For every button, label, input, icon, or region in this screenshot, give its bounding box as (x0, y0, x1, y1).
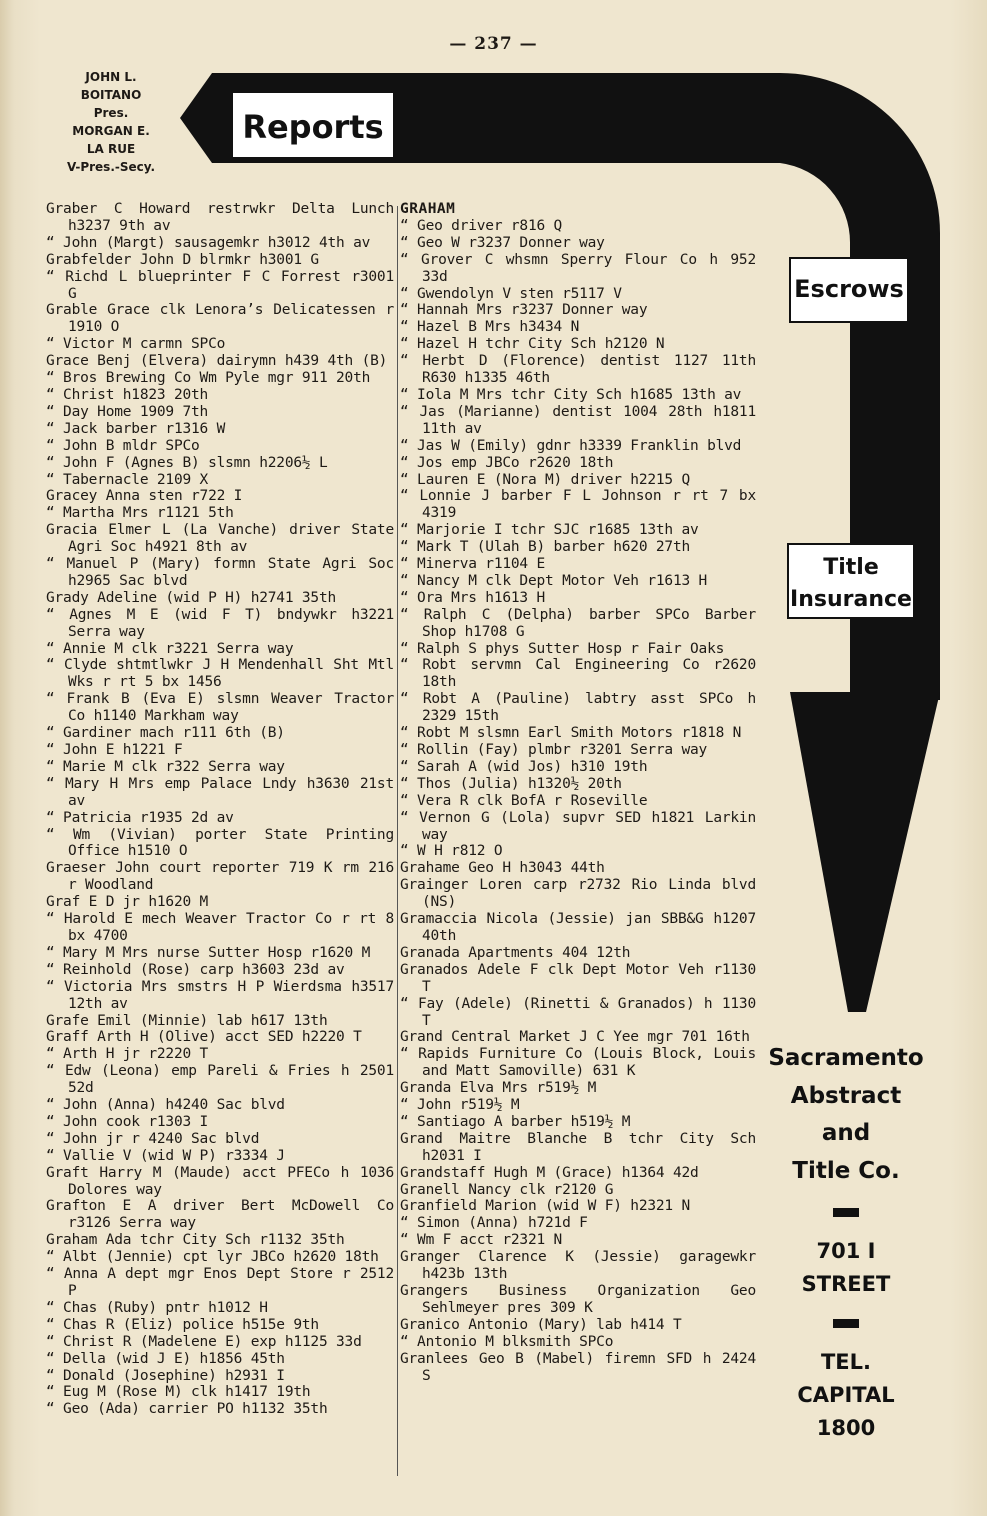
directory-entry: “ Day Home 1909 7th (46, 403, 209, 420)
directory-entry: Granada Apartments 404 12th (400, 944, 631, 961)
directory-entry: “ Richd L blueprinter F C Forrest r3001 G (46, 268, 394, 302)
directory-entry: “ Frank B (Eva E) slsmn Weaver Tractor Co h1140 Markham way (46, 691, 394, 725)
directory-entry: Graf E D jr h1620 M (46, 894, 209, 911)
directory-entry: “ Grover C whsmn Sperry Flour Co h 952 33d (400, 251, 756, 285)
directory-entry: “ John F (Agnes B) slsmn h2206½ L (46, 454, 328, 471)
directory-entry: “ Wm F acct r2321 N (400, 1232, 563, 1249)
directory-entry: Grahame Geo H h3043 44th (400, 860, 605, 877)
directory-entry: “ Rollin (Fay) plmbr r3201 Serra way (400, 742, 708, 758)
officer-line: LA RUE (86, 142, 136, 156)
directory-entry: “ Chas R (Eliz) police h515e 9th (46, 1316, 319, 1333)
insurance-label: Insurance (790, 587, 912, 612)
directory-entry: “ Geo W r3237 Donner way (400, 234, 605, 251)
directory-entry: Grandstaff Hugh M (Grace) h1364 42d (400, 1164, 699, 1181)
directory-entry: “ Jack barber r1316 W (46, 420, 226, 437)
directory-entry: Granell Nancy clk r2120 G (400, 1181, 614, 1198)
directory-entry: “ Iola M Mrs tchr City Sch h1685 13th av (400, 386, 742, 403)
directory-entry: “ John E h1221 F (46, 742, 183, 758)
directory-entry: Granger Clarence K (Jessie) garagewkr h423b 13th (400, 1249, 756, 1283)
arrow-head (790, 692, 940, 1012)
directory-entry: “ Robt servmn Cal Engineering Co r2620 18th (400, 657, 756, 691)
directory-entry: “ Victoria Mrs smstrs H P Wierdsma h3517 12th av (46, 978, 394, 1012)
directory-entry: “ Christ h1823 20th (46, 386, 209, 403)
right-column (400, 201, 756, 1384)
directory-entry: “ Minerva r1104 E (400, 556, 546, 573)
directory-entry: Gracey Anna sten r722 I (46, 488, 243, 505)
advertisement (756, 1040, 936, 1445)
directory-entry: “ Mary M Mrs nurse Sutter Hosp r1620 M (46, 944, 371, 961)
officer-line: BOITANO (80, 88, 142, 102)
directory-entry: “ Marie M clk r322 Serra way (46, 758, 285, 775)
officer-line: V-Pres.-Secy. (66, 160, 156, 174)
directory-entry: “ Victor M carmn SPCo (46, 336, 226, 353)
directory-entry: “ Geo (Ada) carrier PO h1132 35th (46, 1401, 328, 1418)
directory-entry: “ Edw (Leona) emp Pareli & Fries h 2501 52d (46, 1063, 394, 1097)
directory-entry: “ Mary H Mrs emp Palace Lndy h3630 21st av (46, 775, 394, 809)
directory-entry: “ Annie M clk r3221 Serra way (46, 640, 294, 657)
directory-entry: “ Christ R (Madelene E) exp h1125 33d (46, 1333, 362, 1350)
directory-entry: Grabfelder John D blrmkr h3001 G (46, 251, 319, 268)
directory-entry: “ Lonnie J barber F L Johnson r rt 7 bx 4319 (400, 488, 756, 522)
directory-entry: “ Wm (Vivian) porter State Printing Office h1510 O (46, 826, 394, 860)
directory-entry: “ Nancy M clk Dept Motor Veh r1613 H (400, 572, 708, 589)
title-label: Title (823, 555, 879, 580)
directory-entry: “ Hazel B Mrs h3434 N (400, 319, 580, 336)
directory-entry: Grady Adeline (wid P H) h2741 35th (46, 589, 337, 606)
directory-entry: Grafton E A driver Bert McDowell Co r3126 Serra way (46, 1198, 394, 1232)
directory-entry: Graeser John court reporter 719 K rm 216 r Woodland (46, 860, 394, 894)
directory-entry: “ Hazel H tchr City Sch h2120 N (400, 336, 665, 353)
directory-entry: “ Donald (Josephine) h2931 I (46, 1367, 285, 1384)
directory-entry: Graber C Howard restrwkr Delta Lunch h3237 9th av (46, 201, 394, 234)
directory-entry: “ Ralph S phys Sutter Hosp r Fair Oaks (400, 640, 725, 657)
directory-entry: “ W H r812 O (400, 843, 503, 860)
directory-entry: Gramaccia Nicola (Jessie) jan SBB&G h1207 40th (400, 911, 756, 944)
directory-entry: “ Vera R clk BofA r Roseville (400, 792, 648, 809)
directory-entry: “ Mark T (Ulah B) barber h620 27th (400, 539, 691, 556)
directory-entry: Graham Ada tchr City Sch r1132 35th (46, 1232, 345, 1249)
directory-entry: “ Jas (Marianne) dentist 1004 28th h1811 11th av (400, 403, 756, 437)
directory-entry: Grand Central Market J C Yee mgr 701 16th (400, 1029, 750, 1046)
directory-entry: “ Reinhold (Rose) carp h3603 23d av (46, 961, 345, 978)
directory-entry: “ Santiago A barber h519½ M (400, 1113, 631, 1130)
directory-entry: “ John cook r1303 I (46, 1113, 209, 1130)
directory-entry: “ John (Anna) h4240 Sac blvd (46, 1097, 285, 1114)
directory-entry: “ Anna A dept mgr Enos Dept Store r 2512 P (46, 1266, 394, 1299)
directory-entry: “ Della (wid J E) h1856 45th (46, 1350, 285, 1367)
directory-entry: “ Hannah Mrs r3237 Donner way (400, 302, 648, 319)
directory-entry: “ Rapids Furniture Co (Louis Block, Louis and Matt Samoville) 631 K (400, 1046, 756, 1080)
officer-line: Pres. (93, 106, 129, 120)
directory-entry: “ Lauren E (Nora M) driver h2215 Q (400, 471, 691, 488)
ad-phone-line: 1800 (816, 1416, 876, 1440)
directory-entry: “ Clyde shtmtlwkr J H Mendenhall Sht Mtl Wks r rt 5 bx 1456 (46, 657, 394, 691)
directory-entry: Granico Antonio (Mary) lab h414 T (400, 1316, 682, 1333)
directory-entry: “ Jas W (Emily) gdnr h3339 Franklin blvd (400, 437, 742, 454)
ad-divider (833, 1319, 859, 1328)
directory-entry: Granados Adele F clk Dept Motor Veh r1130 T (400, 961, 756, 995)
ad-address-line: 701 I (816, 1239, 876, 1263)
ad-company-line: Abstract (790, 1082, 902, 1109)
ad-phone-line: TEL. (820, 1350, 872, 1374)
ad-phone-line: CAPITAL (797, 1383, 895, 1407)
directory-entry: Graft Harry M (Maude) acct PFECo h 1036 Dolores way (46, 1164, 394, 1198)
directory-entry: Graff Arth H (Olive) acct SED h2220 T (46, 1029, 362, 1046)
officer-line: MORGAN E. (72, 124, 150, 138)
column-divider (397, 206, 398, 1476)
ad-company-line: Title Co. (792, 1157, 900, 1184)
column-heading: GRAHAM (400, 201, 456, 217)
ad-divider (833, 1208, 859, 1217)
directory-entry: “ Chas (Ruby) pntr h1012 H (46, 1299, 268, 1316)
directory-entry: Grangers Business Organization Geo Sehlmeyer pres 309 K (400, 1283, 756, 1316)
directory-entry: “ Patricia r1935 2d av (46, 809, 234, 826)
directory-entry: “ Ora Mrs h1613 H (400, 589, 546, 606)
ad-address-line: STREET (801, 1272, 891, 1296)
directory-entry: Gracia Elmer L (La Vanche) driver State Agri Soc h4921 8th av (46, 522, 394, 556)
directory-entry: “ Robt M slsmn Earl Smith Motors r1818 N (400, 725, 742, 742)
directory-entry: “ Robt A (Pauline) labtry asst SPCo h 2329 15th (400, 691, 756, 725)
directory-entry: “ Agnes M E (wid F T) bndywkr h3221 Serra way (46, 606, 394, 640)
directory-entry: “ Simon (Anna) h721d F (400, 1215, 588, 1232)
directory-entry: Grainger Loren carp r2732 Rio Linda blvd (NS) (400, 877, 756, 911)
directory-entry: “ Herbt D (Florence) dentist 1127 11th R630 h1335 46th (400, 353, 756, 387)
directory-entry: “ Vallie V (wid W P) r3334 J (46, 1147, 285, 1164)
directory-entry: “ Martha Mrs r1121 5th (46, 505, 234, 522)
directory-entry: “ Manuel P (Mary) formn State Agri Soc h2965 Sac blvd (46, 556, 394, 589)
directory-entry: “ Albt (Jennie) cpt lyr JBCo h2620 18th (46, 1249, 379, 1266)
ad-company-line: and (821, 1120, 871, 1146)
escrows-label: Escrows (794, 275, 904, 303)
directory-entry: Grable Grace clk Lenora’s Delicatessen r 1910 O (46, 302, 394, 336)
directory-entry: Granlees Geo B (Mabel) firemn SFD h 2424 S (400, 1350, 756, 1384)
reports-label: Reports (242, 108, 384, 146)
directory-entry: “ Geo driver r816 Q (400, 217, 563, 234)
directory-entry: Grafe Emil (Minnie) lab h617 13th (46, 1012, 328, 1029)
directory-entry: “ Jos emp JBCo r2620 18th (400, 454, 614, 471)
directory-entry: “ Vernon G (Lola) supvr SED h1821 Larkin way (400, 809, 756, 843)
directory-entry: “ John B mldr SPCo (46, 437, 200, 454)
directory-entry: “ Gardiner mach r111 6th (B) (46, 725, 285, 742)
directory-entry: “ Harold E mech Weaver Tractor Co r rt 8 bx 4700 (46, 911, 394, 944)
directory-entry: “ Antonio M blksmith SPCo (400, 1333, 614, 1350)
page-number: — 237 — (449, 34, 538, 54)
directory-entry: Grace Benj (Elvera) dairymn h439 4th (B) (46, 353, 388, 370)
directory-entry: “ Ralph C (Delpha) barber SPCo Barber Shop h1708 G (400, 606, 756, 640)
officer-line: JOHN L. (85, 70, 137, 84)
directory-entry: “ Marjorie I tchr SJC r1685 13th av (400, 522, 699, 539)
directory-entry: “ Sarah A (wid Jos) h310 19th (400, 758, 648, 775)
ad-company-line: Sacramento (768, 1045, 924, 1071)
directory-entry: “ Eug M (Rose M) clk h1417 19th (46, 1384, 311, 1401)
directory-entry: “ John r519½ M (400, 1097, 520, 1114)
directory-entry: “ Thos (Julia) h1320½ 20th (400, 775, 622, 792)
directory-entry: “ Tabernacle 2109 X (46, 471, 209, 488)
directory-entry: “ Bros Brewing Co Wm Pyle mgr 911 20th (46, 370, 371, 387)
directory-entry: Granfield Marion (wid W F) h2321 N (400, 1198, 691, 1215)
directory-entry: Grand Maitre Blanche B tchr City Sch h2031 I (400, 1130, 756, 1164)
directory-entry: “ Fay (Adele) (Rinetti & Granados) h 1130 T (400, 995, 756, 1029)
left-column (46, 201, 394, 1418)
directory-entry: “ John jr r 4240 Sac blvd (46, 1130, 260, 1147)
directory-entry: “ John (Margt) sausagemkr h3012 4th av (46, 234, 371, 251)
directory-entry: “ Arth H jr r2220 T (46, 1046, 209, 1063)
directory-entry: Granda Elva Mrs r519½ M (400, 1080, 597, 1097)
directory-entry: “ Gwendolyn V sten r5117 V (400, 285, 622, 302)
